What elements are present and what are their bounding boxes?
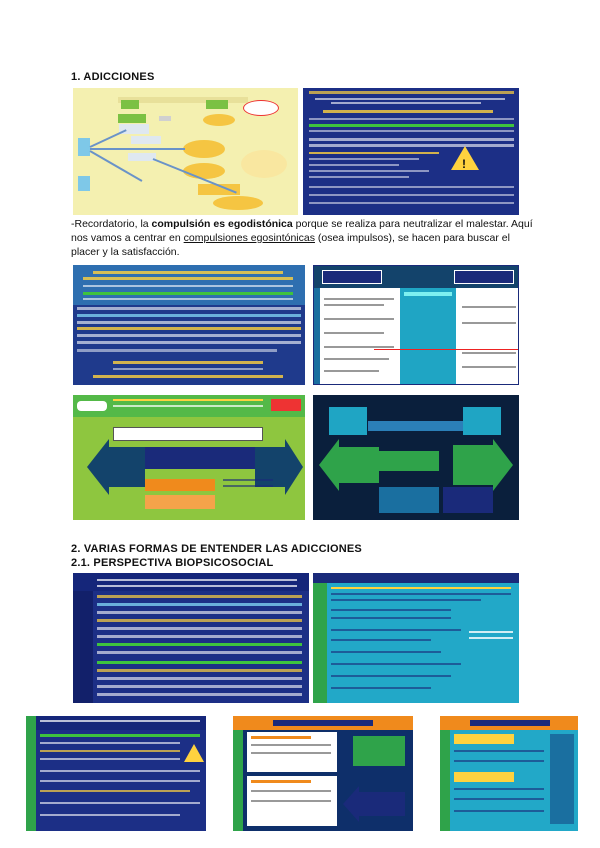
section-2-heading: 2. VARIAS FORMAS DE ENTENDER LAS ADICCIONES <box>71 543 362 555</box>
paragraph-bold-text: compulsión es egodistónica <box>151 218 293 230</box>
slide-impulse-arrows <box>73 395 305 520</box>
paragraph-text-1: -Recordatorio, la <box>71 218 152 230</box>
recordatorio-paragraph <box>71 217 533 259</box>
slide-bottom-left <box>26 716 206 831</box>
slide-compulsion-text: ! <box>303 88 519 215</box>
slide-biopsychosocial-table <box>313 573 519 703</box>
slide-bottom-middle <box>233 716 413 831</box>
paragraph-underlined-text: compulsiones egosintónicas <box>183 232 315 244</box>
section-1-heading: 1. ADICCIONES <box>71 71 155 83</box>
paragraph-text-2: porque se realiza para neutralizar el malestar. Aquí nos vamos a centrar en <box>71 218 533 244</box>
slide-addiction-diagram <box>73 88 298 215</box>
slide-cycle-arrows <box>313 395 519 520</box>
paragraph-text-3: (osea impulsos), se hacen para buscar el placer y la satisfacción. <box>71 232 510 258</box>
slide-biopsychosocial-text <box>73 573 309 703</box>
slide-bottom-right <box>440 716 578 831</box>
slide-reward-text <box>73 265 305 385</box>
slide-columns-comparison <box>313 265 519 385</box>
section-2-1-subheading: 2.1. PERSPECTIVA BIOPSICOSOCIAL <box>71 557 274 569</box>
